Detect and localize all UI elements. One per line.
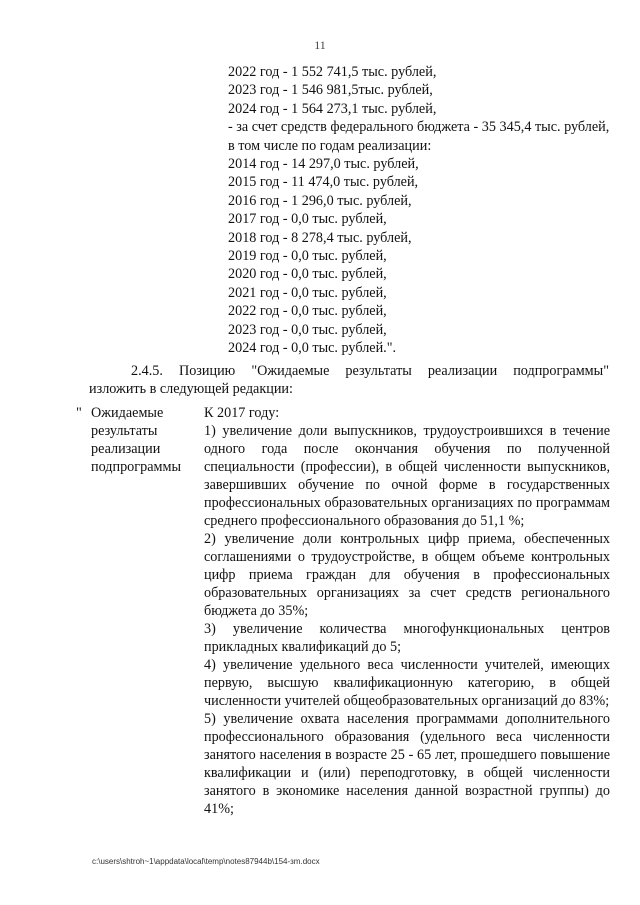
open-quote: " [76,405,82,421]
funding-line: 2023 год - 1 546 981,5тыс. рублей, [228,82,433,99]
funding-line: - за счет средств федерального бюджета - 35 345,4 тыс. рублей, [228,119,610,136]
funding-line: 2021 год - 0,0 тыс. рублей, [228,284,387,301]
results-paragraph: 1) увеличение доли выпускников, трудоустроившихся в течение одного года после окончания обучения по полученной специальности (профессии), в общей численности выпускников, завершивших обучение по очной форме в государственных профессиональных образовательных организациях по программам среднего профессионального образования до 51,1 %; [204,423,610,529]
funding-line: 2022 год - 0,0 тыс. рублей, [228,303,387,320]
funding-line: 2024 год - 1 564 273,1 тыс. рублей, [228,100,437,117]
results-paragraph: К 2017 году: [204,405,280,421]
results-paragraph: 3) увеличение количества многофункциональных центров прикладных квалификаций до 5; [204,621,610,655]
results-paragraph: 5) увеличение охвата населения программами дополнительного профессионального образования (удельного веса численности занятого населения в возрасте 25 - 65 лет, прошедшего повышение квалификации и (или) переподготовку, в общей численности занятого в экономике населения данной возрастной группы) до 41%; [204,711,610,817]
funding-line: 2023 год - 0,0 тыс. рублей, [228,321,387,338]
row-label [91,404,201,476]
page-number: 11 [314,38,326,52]
funding-line: 2019 год - 0,0 тыс. рублей, [228,248,387,265]
funding-line: 2022 год - 1 552 741,5 тыс. рублей, [228,64,437,80]
funding-line: 2014 год - 14 297,0 тыс. рублей, [228,156,419,173]
amendment-intro-line: 2.4.5. Позицию "Ожидаемые результаты реализации подпрограммы" [131,363,609,379]
row-label-line: результаты [91,423,158,439]
funding-line: 2018 год - 8 278,4 тыс. рублей, [228,229,412,246]
row-label-line: реализации [91,441,161,457]
funding-line: 2015 год - 11 474,0 тыс. рублей, [228,174,419,191]
row-content [204,404,610,818]
funding-line: 2017 год - 0,0 тыс. рублей, [228,211,387,228]
results-paragraph: 2) увеличение доли контрольных цифр приема, обеспеченных соглашениями о трудоустройстве, в общем объеме контрольных цифр приема граждан для обучения в профессиональных образовательных организациях за счет средств регионального бюджета до 35%; [204,531,610,619]
funding-list [228,63,609,358]
amendment-intro [89,362,609,398]
results-paragraph: 4) увеличение удельного веса численности учителей, имеющих первую, высшую квалификационную категорию, в общей численности учителей общеобразовательных организаций до 83%; [204,657,610,709]
row-label-line: Ожидаемые [91,405,164,421]
funding-line: 2016 год - 1 296,0 тыс. рублей, [228,192,412,209]
funding-line: в том числе по годам реализации: [228,137,432,154]
amendment-intro-line: изложить в следующей редакции: [89,381,293,397]
footer-file-path: c:\users\shtroh~1\appdata\local\temp\notes87944b\154-зm.docx [92,857,320,866]
row-label-line: подпрограммы [91,459,181,475]
funding-line: 2020 год - 0,0 тыс. рублей, [228,266,387,283]
funding-line: 2024 год - 0,0 тыс. рублей.". [228,340,397,357]
